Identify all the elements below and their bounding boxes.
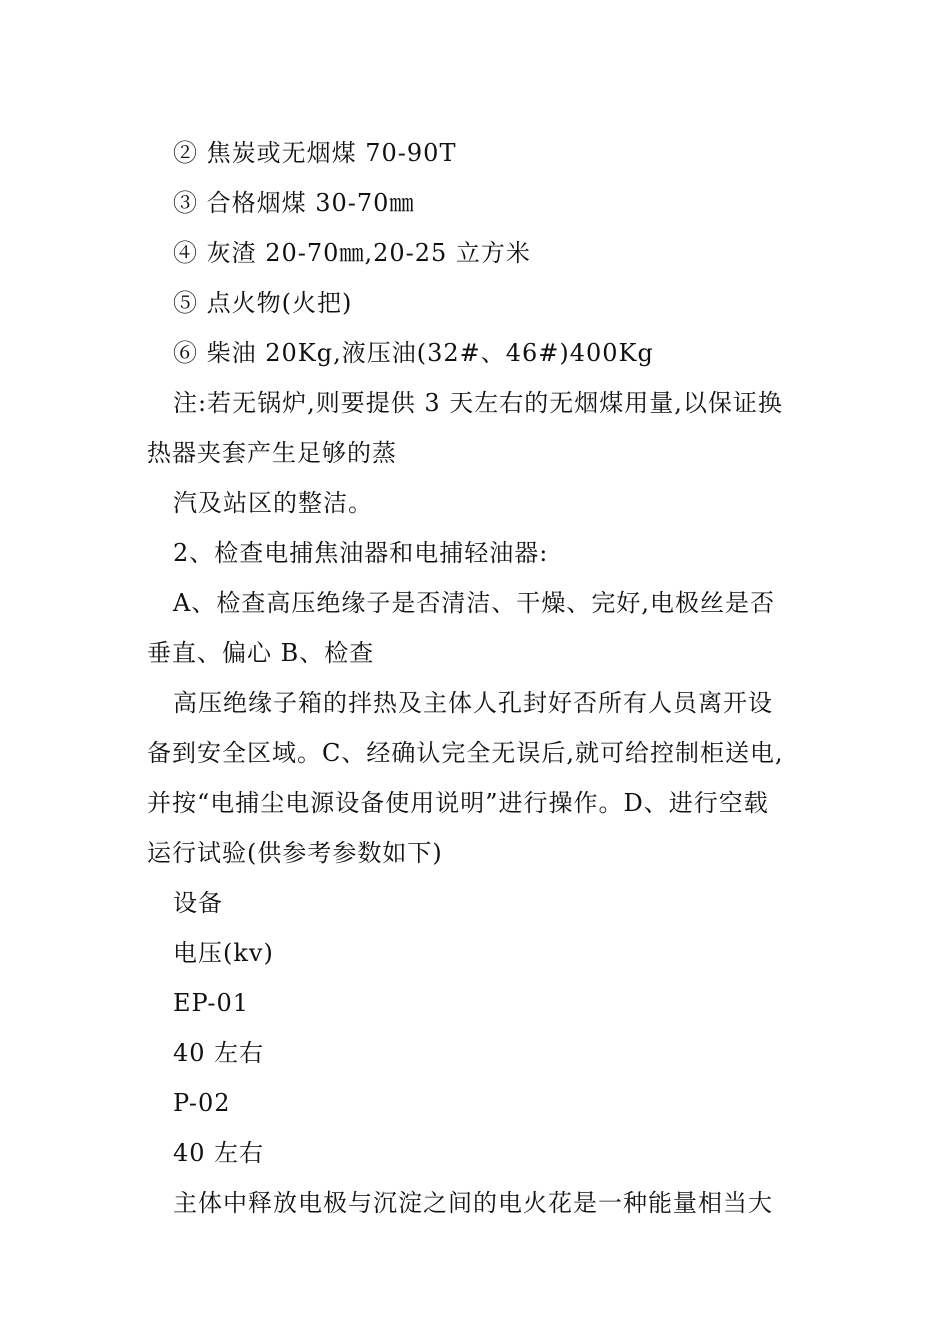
list-item-coke: ② 焦炭或无烟煤 70-90T (173, 139, 457, 167)
step-b-line-4: 运行试验(供参考参数如下) (147, 839, 443, 867)
step-b-line-1: 高压绝缘子箱的拌热及主体人孔封好否所有人员离开设 (173, 689, 773, 717)
table-cell-p02-voltage: 40 左右 (173, 1139, 265, 1167)
note-line-1: 注:若无锅炉,则要提供 3 天左右的无烟煤用量,以保证换 (173, 389, 783, 417)
step-a-line-1: A、检查高压绝缘子是否清洁、干燥、完好,电极丝是否 (173, 589, 775, 617)
step-a-line-2: 垂直、偏心 B、检查 (147, 639, 375, 667)
table-cell-ep01: EP-01 (173, 989, 250, 1017)
list-item-igniter: ⑤ 点火物(火把) (173, 289, 353, 317)
note-line-2: 热器夹套产生足够的蒸 (147, 439, 397, 467)
list-item-oil: ⑥ 柴油 20Kg,液压油(32#、46#)400Kg (173, 339, 654, 367)
step-b-line-2: 备到安全区域。C、经确认完全无误后,就可给控制柜送电, (147, 739, 784, 767)
table-header-equipment: 设备 (173, 889, 223, 917)
note-line-3: 汽及站区的整洁。 (173, 489, 373, 517)
table-cell-p02: P-02 (173, 1089, 231, 1117)
step-b-line-3: 并按“电捕尘电源设备使用说明”进行操作。D、进行空载 (147, 789, 769, 817)
paragraph-last-line: 主体中释放电极与沉淀之间的电火花是一种能量相当大 (173, 1189, 773, 1217)
table-header-voltage: 电压(kv) (173, 939, 274, 967)
list-item-coal: ③ 合格烟煤 30-70㎜ (173, 189, 415, 217)
table-cell-ep01-voltage: 40 左右 (173, 1039, 265, 1067)
list-item-ash: ④ 灰渣 20-70㎜,20-25 立方米 (173, 239, 531, 267)
document-body (147, 128, 807, 1228)
section-heading-2: 2、检查电捕焦油器和电捕轻油器: (173, 539, 549, 567)
